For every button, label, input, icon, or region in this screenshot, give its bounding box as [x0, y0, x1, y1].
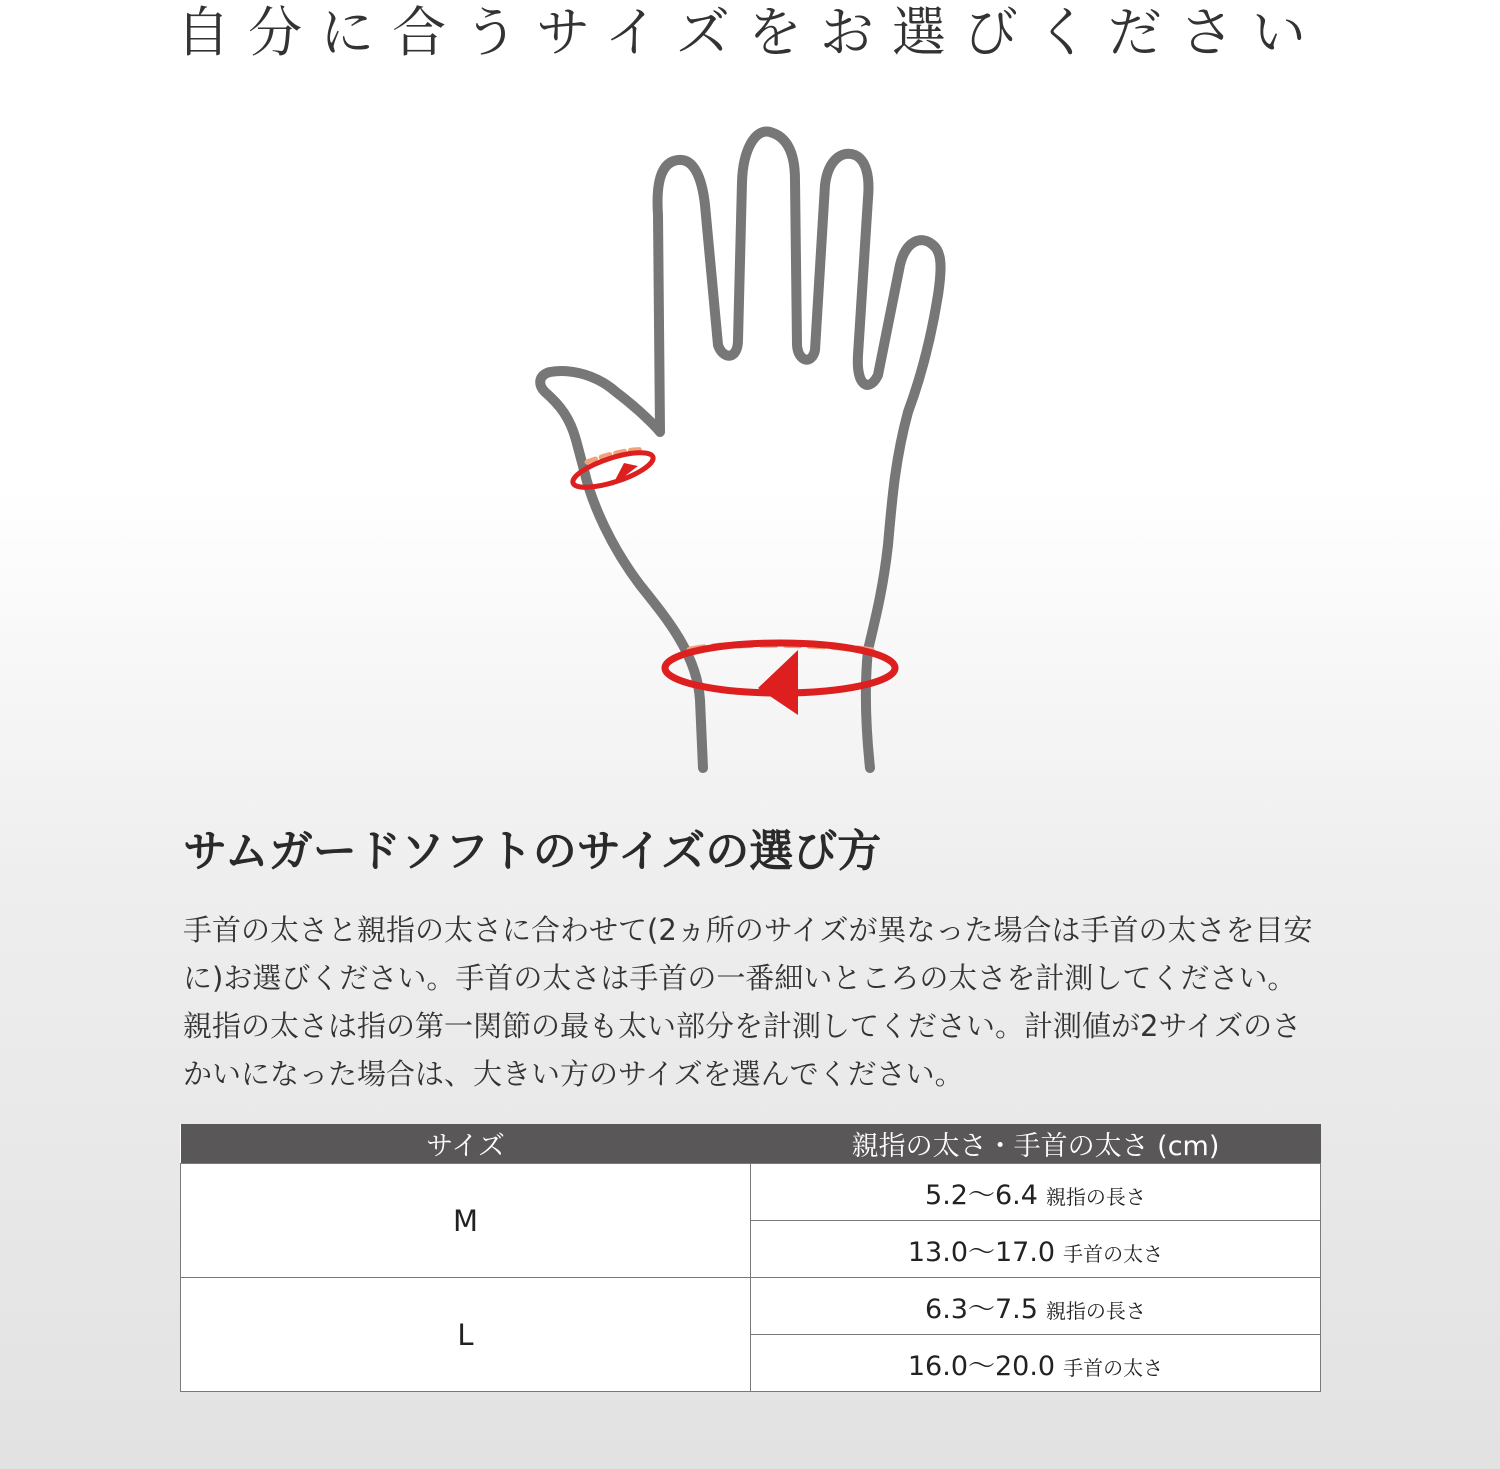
measure-value: 16.0〜20.0 [907, 1350, 1056, 1382]
size-cell-l: L [181, 1278, 751, 1392]
measure-label: 手首の太さ [1063, 1241, 1164, 1266]
table-header-row [181, 1124, 1321, 1164]
measure-value: 6.3〜7.5 [925, 1293, 1038, 1325]
size-cell-m: M [181, 1164, 751, 1278]
section-heading: サムガードソフトのサイズの選び方 [183, 826, 882, 877]
measure-value: 13.0〜17.0 [907, 1236, 1056, 1268]
header-size: サイズ [181, 1124, 751, 1164]
hand-outline-icon [540, 132, 940, 768]
size-guide-description: 手首の太さと親指の太さに合わせて(2ヵ所のサイズが異なった場合は手首の太さを目安に)お選びください。手首の太さは手首の一番細いところの太さを計測してください。親指の太さは指の第一関節の最も太い部分を計測してください。計測値が2サイズのさかいになった場合は、大きい方のサイズを選んでください。 [183, 913, 1313, 1091]
measure-label: 親指の長さ [1045, 1298, 1146, 1323]
header-measurements: 親指の太さ・手首の太さ (cm) [751, 1124, 1321, 1164]
measure-cell [751, 1221, 1321, 1278]
hand-illustration [520, 120, 960, 780]
size-table [180, 1124, 1321, 1392]
page-title: 自分に合うサイズをお選びください [176, 1, 1324, 64]
measure-cell [751, 1335, 1321, 1392]
table-row [181, 1164, 1321, 1221]
measure-cell [751, 1164, 1321, 1221]
measure-label: 手首の太さ [1063, 1355, 1164, 1380]
table-row [181, 1278, 1321, 1335]
measure-label: 親指の長さ [1045, 1184, 1146, 1209]
measure-value: 5.2〜6.4 [925, 1179, 1038, 1211]
measure-cell [751, 1278, 1321, 1335]
